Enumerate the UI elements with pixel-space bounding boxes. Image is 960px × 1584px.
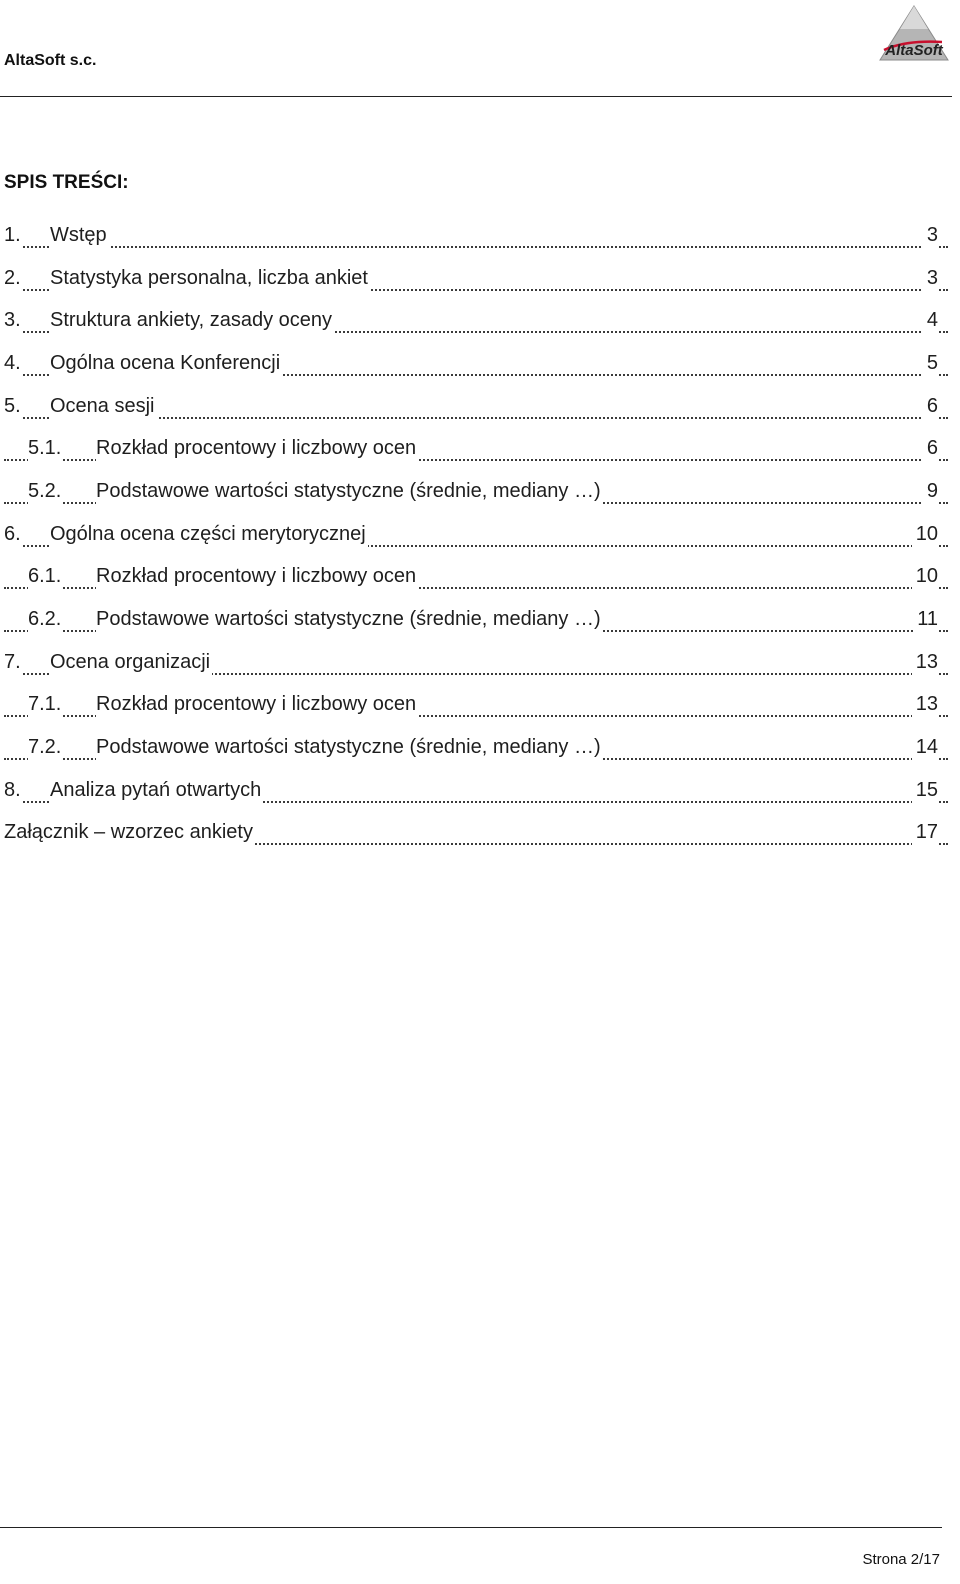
- toc-entry-label[interactable]: Struktura ankiety, zasady oceny: [50, 309, 332, 332]
- toc-entry-label[interactable]: Podstawowe wartości statystyczne (średnie, mediany …): [96, 607, 601, 630]
- toc-entry-label[interactable]: Ocena organizacji: [50, 650, 211, 673]
- toc-entry-label[interactable]: Podstawowe wartości statystyczne (średnie, mediany …): [96, 479, 601, 502]
- toc-entry-number: 5.: [4, 394, 21, 417]
- toc-entry[interactable]: [4, 393, 948, 436]
- toc-entry-number: 1.: [4, 224, 21, 246]
- toc-entry-label[interactable]: Wstęp: [50, 224, 107, 246]
- toc-entry-number: 4.: [4, 351, 21, 374]
- toc-entry-label[interactable]: Podstawowe wartości statystyczne (średnie, mediany …): [96, 735, 601, 758]
- toc-entry[interactable]: [4, 777, 948, 820]
- toc-entry-number: 6.1.: [28, 565, 62, 588]
- toc-entry[interactable]: [4, 521, 948, 564]
- toc-entry-page: 3: [923, 222, 938, 248]
- toc-entry[interactable]: [4, 734, 948, 777]
- toc-entry[interactable]: [4, 819, 948, 862]
- toc-entry-page: 13: [912, 691, 938, 717]
- toc-entry-label[interactable]: Ogólna ocena części merytorycznej: [50, 522, 366, 545]
- toc-entry-label[interactable]: Załącznik – wzorzec ankiety: [4, 821, 253, 844]
- toc-entry[interactable]: [4, 265, 948, 308]
- toc-entry-label[interactable]: Statystyka personalna, liczba ankiet: [50, 266, 368, 289]
- toc-entry[interactable]: [4, 606, 948, 649]
- toc-entry-page: 13: [912, 649, 938, 675]
- toc-entry-page: 9: [923, 478, 938, 504]
- toc-entry[interactable]: [4, 691, 948, 734]
- toc-entry-number: 8.: [4, 778, 21, 801]
- toc-entry-page: 3: [923, 265, 938, 291]
- toc-entry-page: 15: [912, 777, 938, 803]
- toc-entry-page: 10: [912, 521, 938, 547]
- page-header: [0, 0, 952, 97]
- toc-leader-dots: [4, 236, 948, 248]
- toc-entry-label[interactable]: Rozkład procentowy i liczbowy ocen: [96, 437, 417, 460]
- logo-wordmark: AltaSoft: [885, 42, 943, 59]
- page-number: Strona 2/17: [862, 1551, 940, 1568]
- footer-divider: [0, 1527, 942, 1528]
- toc-entry-label[interactable]: Ogólna ocena Konferencji: [50, 351, 281, 374]
- toc-entry-page: 6: [923, 435, 938, 461]
- toc-entry[interactable]: [4, 478, 948, 521]
- toc-entry-page: 4: [923, 307, 938, 333]
- toc-entry-label[interactable]: Rozkład procentowy i liczbowy ocen: [96, 693, 417, 716]
- toc-entry-page: 6: [923, 393, 938, 419]
- toc-entry-number: 2.: [4, 266, 21, 289]
- toc-entry-page: 17: [912, 819, 938, 845]
- toc-entry-page: 14: [912, 734, 938, 760]
- toc-entry-number: 6.2.: [28, 607, 62, 630]
- toc-entry-number: 7.2.: [28, 735, 62, 758]
- toc-entry[interactable]: [4, 307, 948, 350]
- toc-entry[interactable]: [4, 435, 948, 478]
- toc-entry-page: 11: [913, 606, 938, 632]
- toc-entry-number: 6.: [4, 522, 21, 545]
- toc-entry[interactable]: [4, 563, 948, 606]
- table-of-contents: [4, 222, 948, 862]
- toc-entry-number: 5.1.: [28, 437, 62, 460]
- toc-entry-label[interactable]: Ocena sesji: [50, 394, 155, 417]
- toc-entry[interactable]: [4, 222, 948, 265]
- altasoft-logo: [876, 4, 952, 64]
- toc-entry-page: 10: [912, 563, 938, 589]
- toc-title: SPIS TREŚCI:: [4, 172, 129, 193]
- toc-entry-number: 7.: [4, 650, 21, 673]
- toc-entry-label[interactable]: Rozkład procentowy i liczbowy ocen: [96, 565, 417, 588]
- toc-entry[interactable]: [4, 649, 948, 692]
- toc-entry[interactable]: [4, 350, 948, 393]
- toc-entry-label[interactable]: Analiza pytań otwartych: [50, 778, 262, 801]
- company-name: AltaSoft s.c.: [4, 52, 97, 69]
- toc-entry-number: 5.2.: [28, 479, 62, 502]
- toc-entry-page: 5: [923, 350, 938, 376]
- toc-entry-number: 3.: [4, 309, 21, 332]
- toc-entry-number: 7.1.: [28, 693, 62, 716]
